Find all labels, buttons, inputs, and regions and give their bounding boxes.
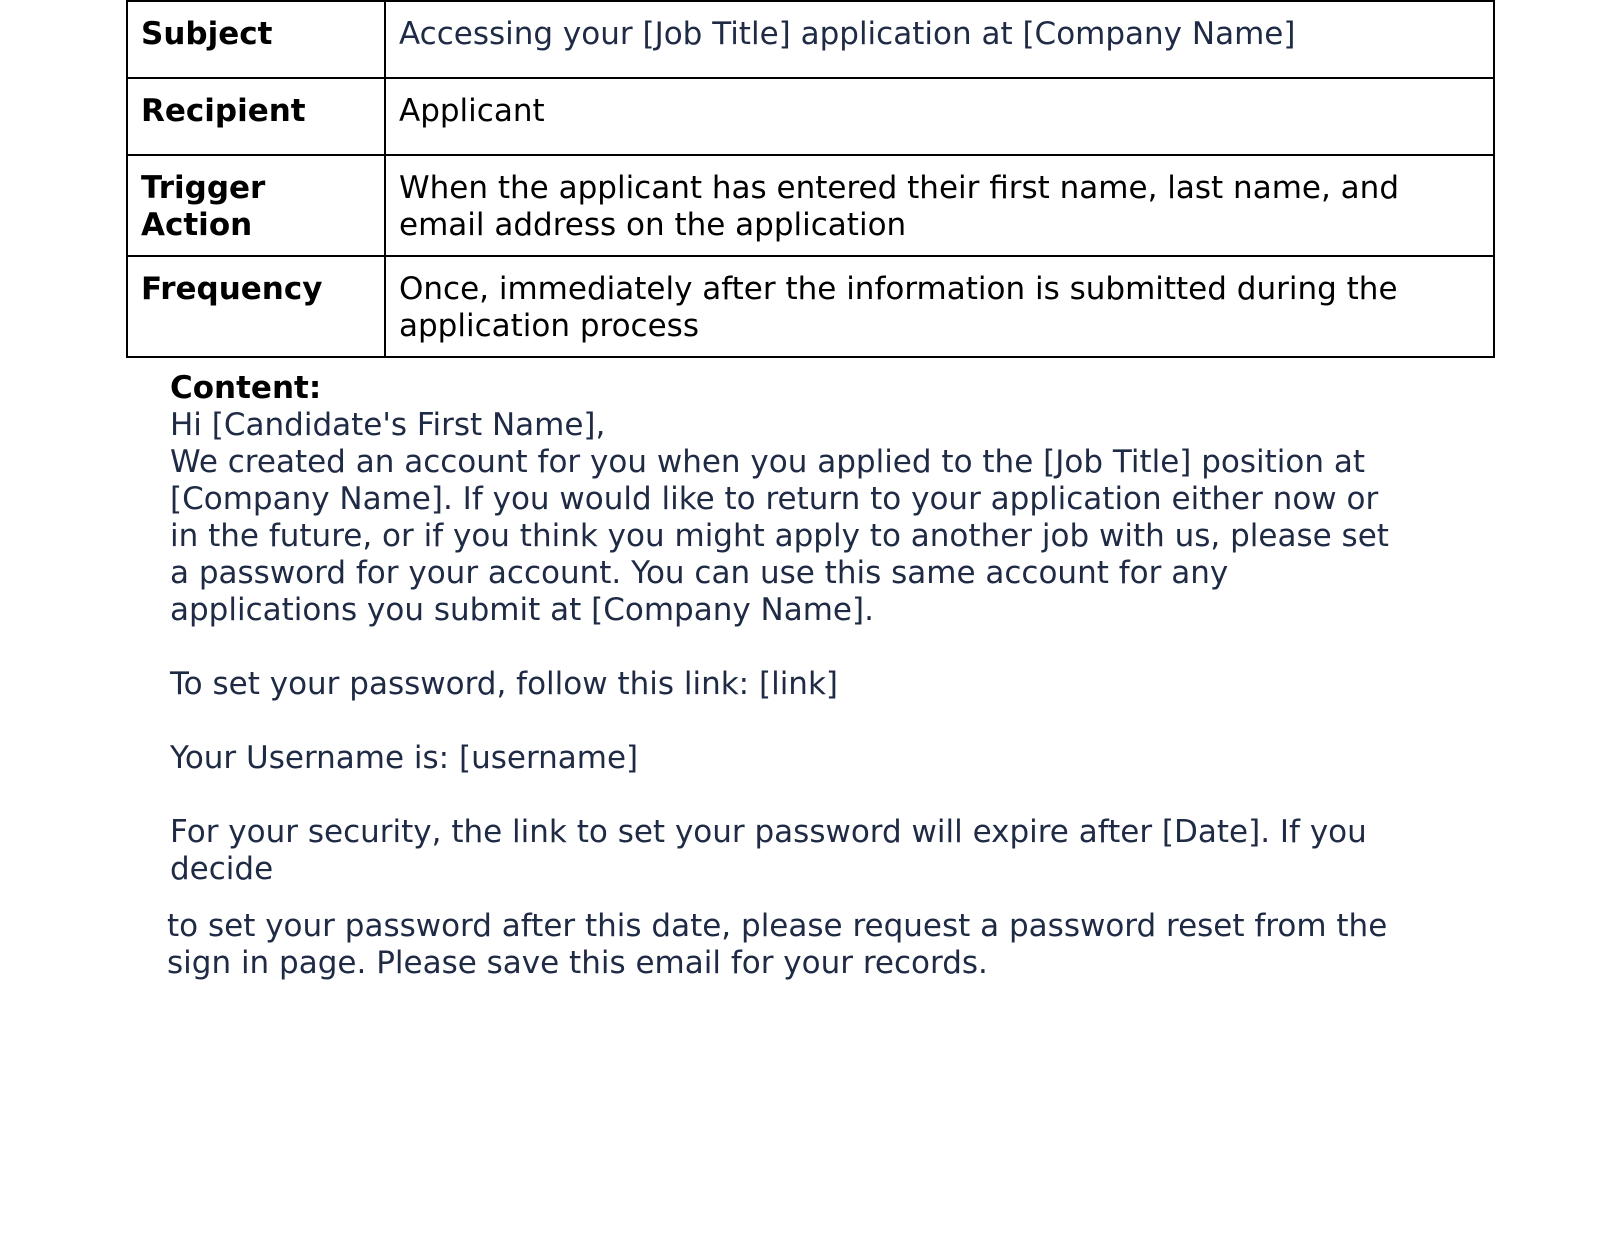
email-content xyxy=(170,370,1400,888)
content-heading: Content: xyxy=(170,370,322,406)
email-metadata-table xyxy=(126,0,1495,358)
recipient-label: Recipient xyxy=(127,78,385,155)
frequency-label: Frequency xyxy=(127,256,385,357)
frequency-value: Once, immediately after the information is submitted during the application process xyxy=(385,256,1494,357)
intro-paragraph: We created an account for you when you applied to the [Job Title] position at [Company Name]. If you would like to return to your application either now or in the future, or if you think you might apply to another job with us, please set a password for your account. You can use this same account for any applications you submit at [Company Name]. xyxy=(170,444,1389,628)
table-row-trigger-action xyxy=(127,155,1494,256)
subject-label: Subject xyxy=(127,1,385,78)
table-row-frequency xyxy=(127,256,1494,357)
table-row-subject xyxy=(127,1,1494,78)
greeting: Hi [Candidate's First Name], xyxy=(170,407,606,443)
spacer xyxy=(170,777,1400,814)
trigger-action-label: Trigger Action xyxy=(127,155,385,256)
security-paragraph-start: For your security, the link to set your password will expire after [Date]. If you decide xyxy=(170,814,1367,887)
trigger-action-value: When the applicant has entered their first name, last name, and email address on the application xyxy=(385,155,1494,256)
table-row-recipient xyxy=(127,78,1494,155)
security-paragraph-end: to set your password after this date, please request a password reset from the sign in page. Please save this email for your records. xyxy=(167,908,1388,981)
subject-value: Accessing your [Job Title] application at [Company Name] xyxy=(385,1,1494,78)
password-link-line: To set your password, follow this link: [link] xyxy=(170,666,838,702)
spacer xyxy=(170,629,1400,666)
recipient-value: Applicant xyxy=(385,78,1494,155)
username-line: Your Username is: [username] xyxy=(170,740,639,776)
spacer xyxy=(170,703,1400,740)
